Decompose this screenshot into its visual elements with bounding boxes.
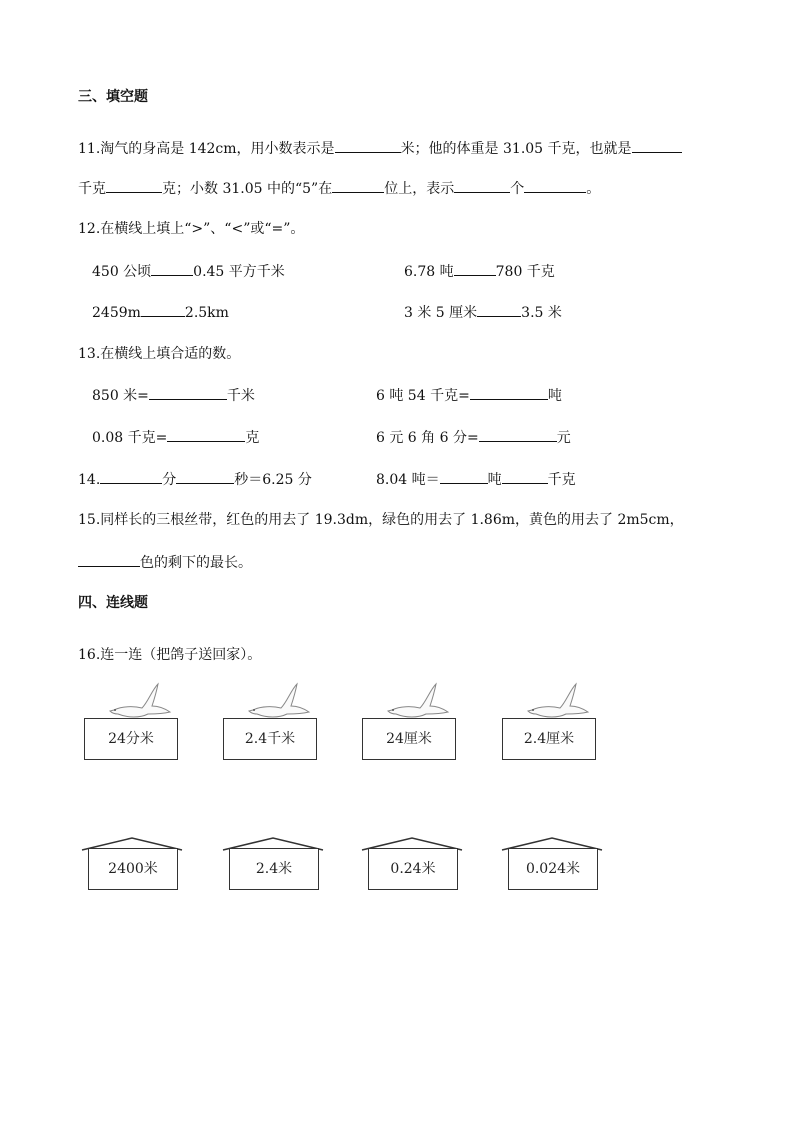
q12-r1r-a: 6.78 吨 bbox=[404, 264, 454, 280]
q11-blank-1[interactable] bbox=[335, 138, 401, 153]
q13-row-2-right bbox=[376, 427, 571, 448]
q11-blank-2[interactable] bbox=[632, 138, 682, 153]
q13-row-2-left bbox=[92, 427, 259, 448]
q13-blank-4[interactable] bbox=[479, 427, 557, 442]
pigeon-icon bbox=[82, 680, 192, 720]
q13-row-1-left bbox=[92, 385, 255, 406]
q12-r2r-a: 3 米 5 厘米 bbox=[404, 305, 478, 321]
house-label-2: 2.4米 bbox=[229, 848, 319, 890]
q12-row-2-left bbox=[92, 302, 229, 323]
q14-r-a: 8.04 吨＝ bbox=[376, 472, 440, 488]
pigeon-icon bbox=[221, 680, 331, 720]
pigeon-icon bbox=[500, 680, 610, 720]
q12-r2l-b: 2.5km bbox=[184, 305, 229, 321]
q12-blank-3[interactable] bbox=[141, 302, 185, 317]
pigeon-label-4: 2.4厘米 bbox=[502, 718, 596, 760]
q13-r1r-a: 6 吨 54 千克= bbox=[376, 388, 470, 404]
q12-blank-1[interactable] bbox=[151, 261, 193, 276]
q13-row-1-right bbox=[376, 385, 562, 406]
q13-r2l-b: 克 bbox=[245, 430, 260, 446]
house-label-3: 0.24米 bbox=[368, 848, 458, 890]
house-label-1: 2400米 bbox=[88, 848, 178, 890]
q12-row-1-right bbox=[404, 261, 555, 282]
q12-blank-4[interactable] bbox=[477, 302, 521, 317]
q14-l-a: 14. bbox=[78, 472, 101, 488]
house-card-3[interactable] bbox=[360, 836, 470, 926]
question-15-line-2 bbox=[78, 552, 252, 573]
q13-r2r-a: 6 元 6 角 6 分= bbox=[376, 430, 479, 446]
pigeon-card-1[interactable] bbox=[82, 680, 192, 770]
question-13-title: 13.在横线上填合适的数。 bbox=[78, 346, 241, 362]
question-16-title: 16.连一连（把鸽子送回家）。 bbox=[78, 647, 262, 663]
q12-r1l-a: 450 公顷 bbox=[92, 264, 152, 280]
q13-r1r-b: 吨 bbox=[547, 388, 562, 404]
q13-r2l-a: 0.08 千克= bbox=[92, 430, 168, 446]
q14-l-c: 秒＝6.25 分 bbox=[234, 472, 312, 488]
pigeon-label-2: 2.4千米 bbox=[223, 718, 317, 760]
q13-r1l-b: 千米 bbox=[226, 388, 255, 404]
pigeon-card-4[interactable] bbox=[500, 680, 610, 770]
q13-r1l-a: 850 米= bbox=[92, 388, 149, 404]
question-14-left bbox=[78, 469, 312, 490]
q14-r-b: 吨 bbox=[487, 472, 502, 488]
q11-text-a: 11.淘气的身高是 142cm，用小数表示是 bbox=[78, 141, 335, 157]
q13-blank-1[interactable] bbox=[149, 385, 227, 400]
question-12-title: 12.在横线上填上“>”、“<”或“=”。 bbox=[78, 221, 305, 237]
q11-blank-6[interactable] bbox=[524, 178, 586, 193]
q11-text-d: 克；小数 31.05 中的“5”在 bbox=[162, 181, 333, 197]
house-card-2[interactable] bbox=[221, 836, 331, 926]
q12-r1l-b: 0.45 平方千米 bbox=[193, 264, 285, 280]
section-match-heading: 四、连线题 bbox=[78, 595, 148, 611]
section-fill-heading: 三、填空题 bbox=[78, 89, 148, 105]
house-card-4[interactable] bbox=[500, 836, 610, 926]
question-14-right bbox=[376, 469, 576, 490]
q11-text-f: 个 bbox=[510, 181, 525, 197]
q12-r2r-b: 3.5 米 bbox=[521, 305, 562, 321]
pigeon-card-2[interactable] bbox=[221, 680, 331, 770]
q14-blank-2[interactable] bbox=[176, 469, 234, 484]
q14-l-b: 分 bbox=[162, 472, 177, 488]
q13-r2r-b: 元 bbox=[556, 430, 571, 446]
q11-text-c: 千克 bbox=[78, 181, 106, 197]
q11-text-g: 。 bbox=[586, 181, 601, 197]
q11-text-e: 位上，表示 bbox=[384, 181, 455, 197]
house-card-1[interactable] bbox=[80, 836, 190, 926]
q12-row-1-left bbox=[92, 261, 285, 282]
pigeon-label-3: 24厘米 bbox=[362, 718, 456, 760]
q15-blank-1[interactable] bbox=[78, 552, 140, 567]
q12-blank-2[interactable] bbox=[454, 261, 496, 276]
question-11-line-1 bbox=[78, 138, 682, 159]
pigeon-icon bbox=[360, 680, 470, 720]
q11-blank-5[interactable] bbox=[454, 178, 510, 193]
q14-blank-1[interactable] bbox=[100, 469, 162, 484]
question-11-line-2 bbox=[78, 178, 600, 199]
q11-text-b: 米；他的体重是 31.05 千克，也就是 bbox=[400, 141, 632, 157]
pigeon-label-1: 24分米 bbox=[84, 718, 178, 760]
q12-r2l-a: 2459m bbox=[92, 305, 141, 321]
q11-blank-4[interactable] bbox=[332, 178, 384, 193]
q12-r1r-b: 780 千克 bbox=[495, 264, 555, 280]
pigeon-card-3[interactable] bbox=[360, 680, 470, 770]
q14-blank-4[interactable] bbox=[502, 469, 548, 484]
q12-row-2-right bbox=[404, 302, 562, 323]
q14-blank-3[interactable] bbox=[440, 469, 488, 484]
q13-blank-3[interactable] bbox=[167, 427, 245, 442]
q15-text-b: 色的剩下的最长。 bbox=[140, 555, 252, 571]
q11-blank-3[interactable] bbox=[106, 178, 162, 193]
q14-r-c: 千克 bbox=[547, 472, 576, 488]
q13-blank-2[interactable] bbox=[470, 385, 548, 400]
question-15-line-1: 15.同样长的三根丝带，红色的用去了 19.3dm，绿色的用去了 1.86m，黄色的用去了 2m5cm， bbox=[78, 512, 684, 528]
house-label-4: 0.024米 bbox=[508, 848, 598, 890]
